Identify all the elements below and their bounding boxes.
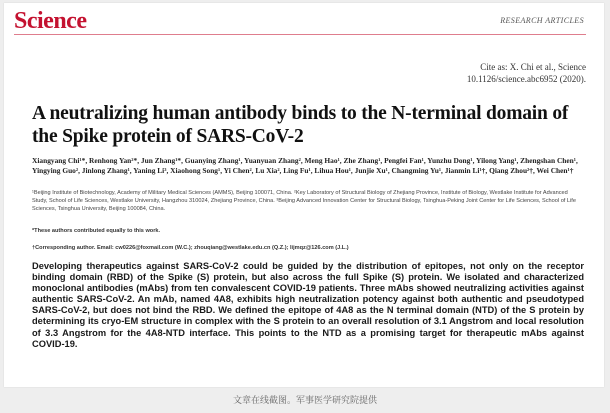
equal-contribution-note: *These authors contributed equally to this work. xyxy=(32,228,161,234)
header-divider xyxy=(14,34,586,35)
corresponding-author: †Corresponding author. Email: cw0226@foxmail.com (W.C.); zhouqiang@westlake.edu.cn (Q.Z.); lijmqz@126.com (J.L.) xyxy=(32,245,349,251)
journal-logo: Science xyxy=(14,8,87,34)
citation-block xyxy=(467,61,586,85)
author-list: Xiangyang Chi¹*, Renhong Yan²*, Jun Zhang¹*, Guanying Zhang¹, Yuanyuan Zhang², Meng Hao¹, Zhe Zhang¹, Pengfei Fan¹, Yunzhu Dong¹, Yilong Yang¹, Zhengshan Chen¹, Yingying Guo², Jinlong Zhang¹, Yaning Li³, Xiaohong Song¹, Yi Chen², Lu Xia², Ling Fu¹, Lihua Hou¹, Junjie Xu¹, Changming Yu¹, Jianmin Li¹†, Qiang Zhou²†, Wei Chen¹† xyxy=(32,156,578,175)
image-caption: 文章在线截图。军事医学研究院提供 xyxy=(232,395,377,405)
citation-line: Cite as: X. Chi et al., Science xyxy=(480,62,586,72)
affiliations: ¹Beijing Institute of Biotechnology, Academy of Military Medical Sciences (AMMS), Beijing 100071, China. ²Key Laboratory of Structural Biology of Zhejiang Province, Institute of Biology, Westlake Institute for Advanced Study, School of Life Sciences, Westlake University, Hangzhou 310024, Zhejiang Province, China. ³Beijing Advanced Innovation Center for Structural Biology, Tsinghua-Peking Joint Center for Life Sciences, School of Life Sciences, Tsinghua University, Beijing 100084, China. xyxy=(32,190,576,213)
abstract: Developing therapeutics against SARS-CoV-2 could be guided by the distribution of epitopes, not only on the receptor binding domain (RBD) of the Spike (S) protein, but also across the full Spike (S) protein. We isolated and characterized monoclonal antibodies (mAbs) from ten convalescent COVID-19 patients. Three mAbs showed neutralizing activities against authentic SARS-CoV-2. An mAb, named 4A8, exhibits high neutralization potency against both authentic and pseudotyped SARS-CoV-2, but does not bind the RBD. We defined the epitope of 4A8 as the N terminal domain (NTD) of the S protein by determining its cryo-EM structure in complex with the S protein to an overall resolution of 3.1 Angstrom and local resolution of 3.3 Angstrom for the 4A8-NTD interface. This points to the NTD as a promising target for therapeutic mAbs against COVID-19. xyxy=(32,261,584,349)
article-page xyxy=(4,3,604,387)
section-label: RESEARCH ARTICLES xyxy=(500,16,584,25)
doi-line: 10.1126/science.abc6952 (2020). xyxy=(466,74,586,84)
article-title: A neutralizing human antibody binds to the N-terminal domain of the Spike protein of SARS-CoV-2 xyxy=(32,103,569,147)
